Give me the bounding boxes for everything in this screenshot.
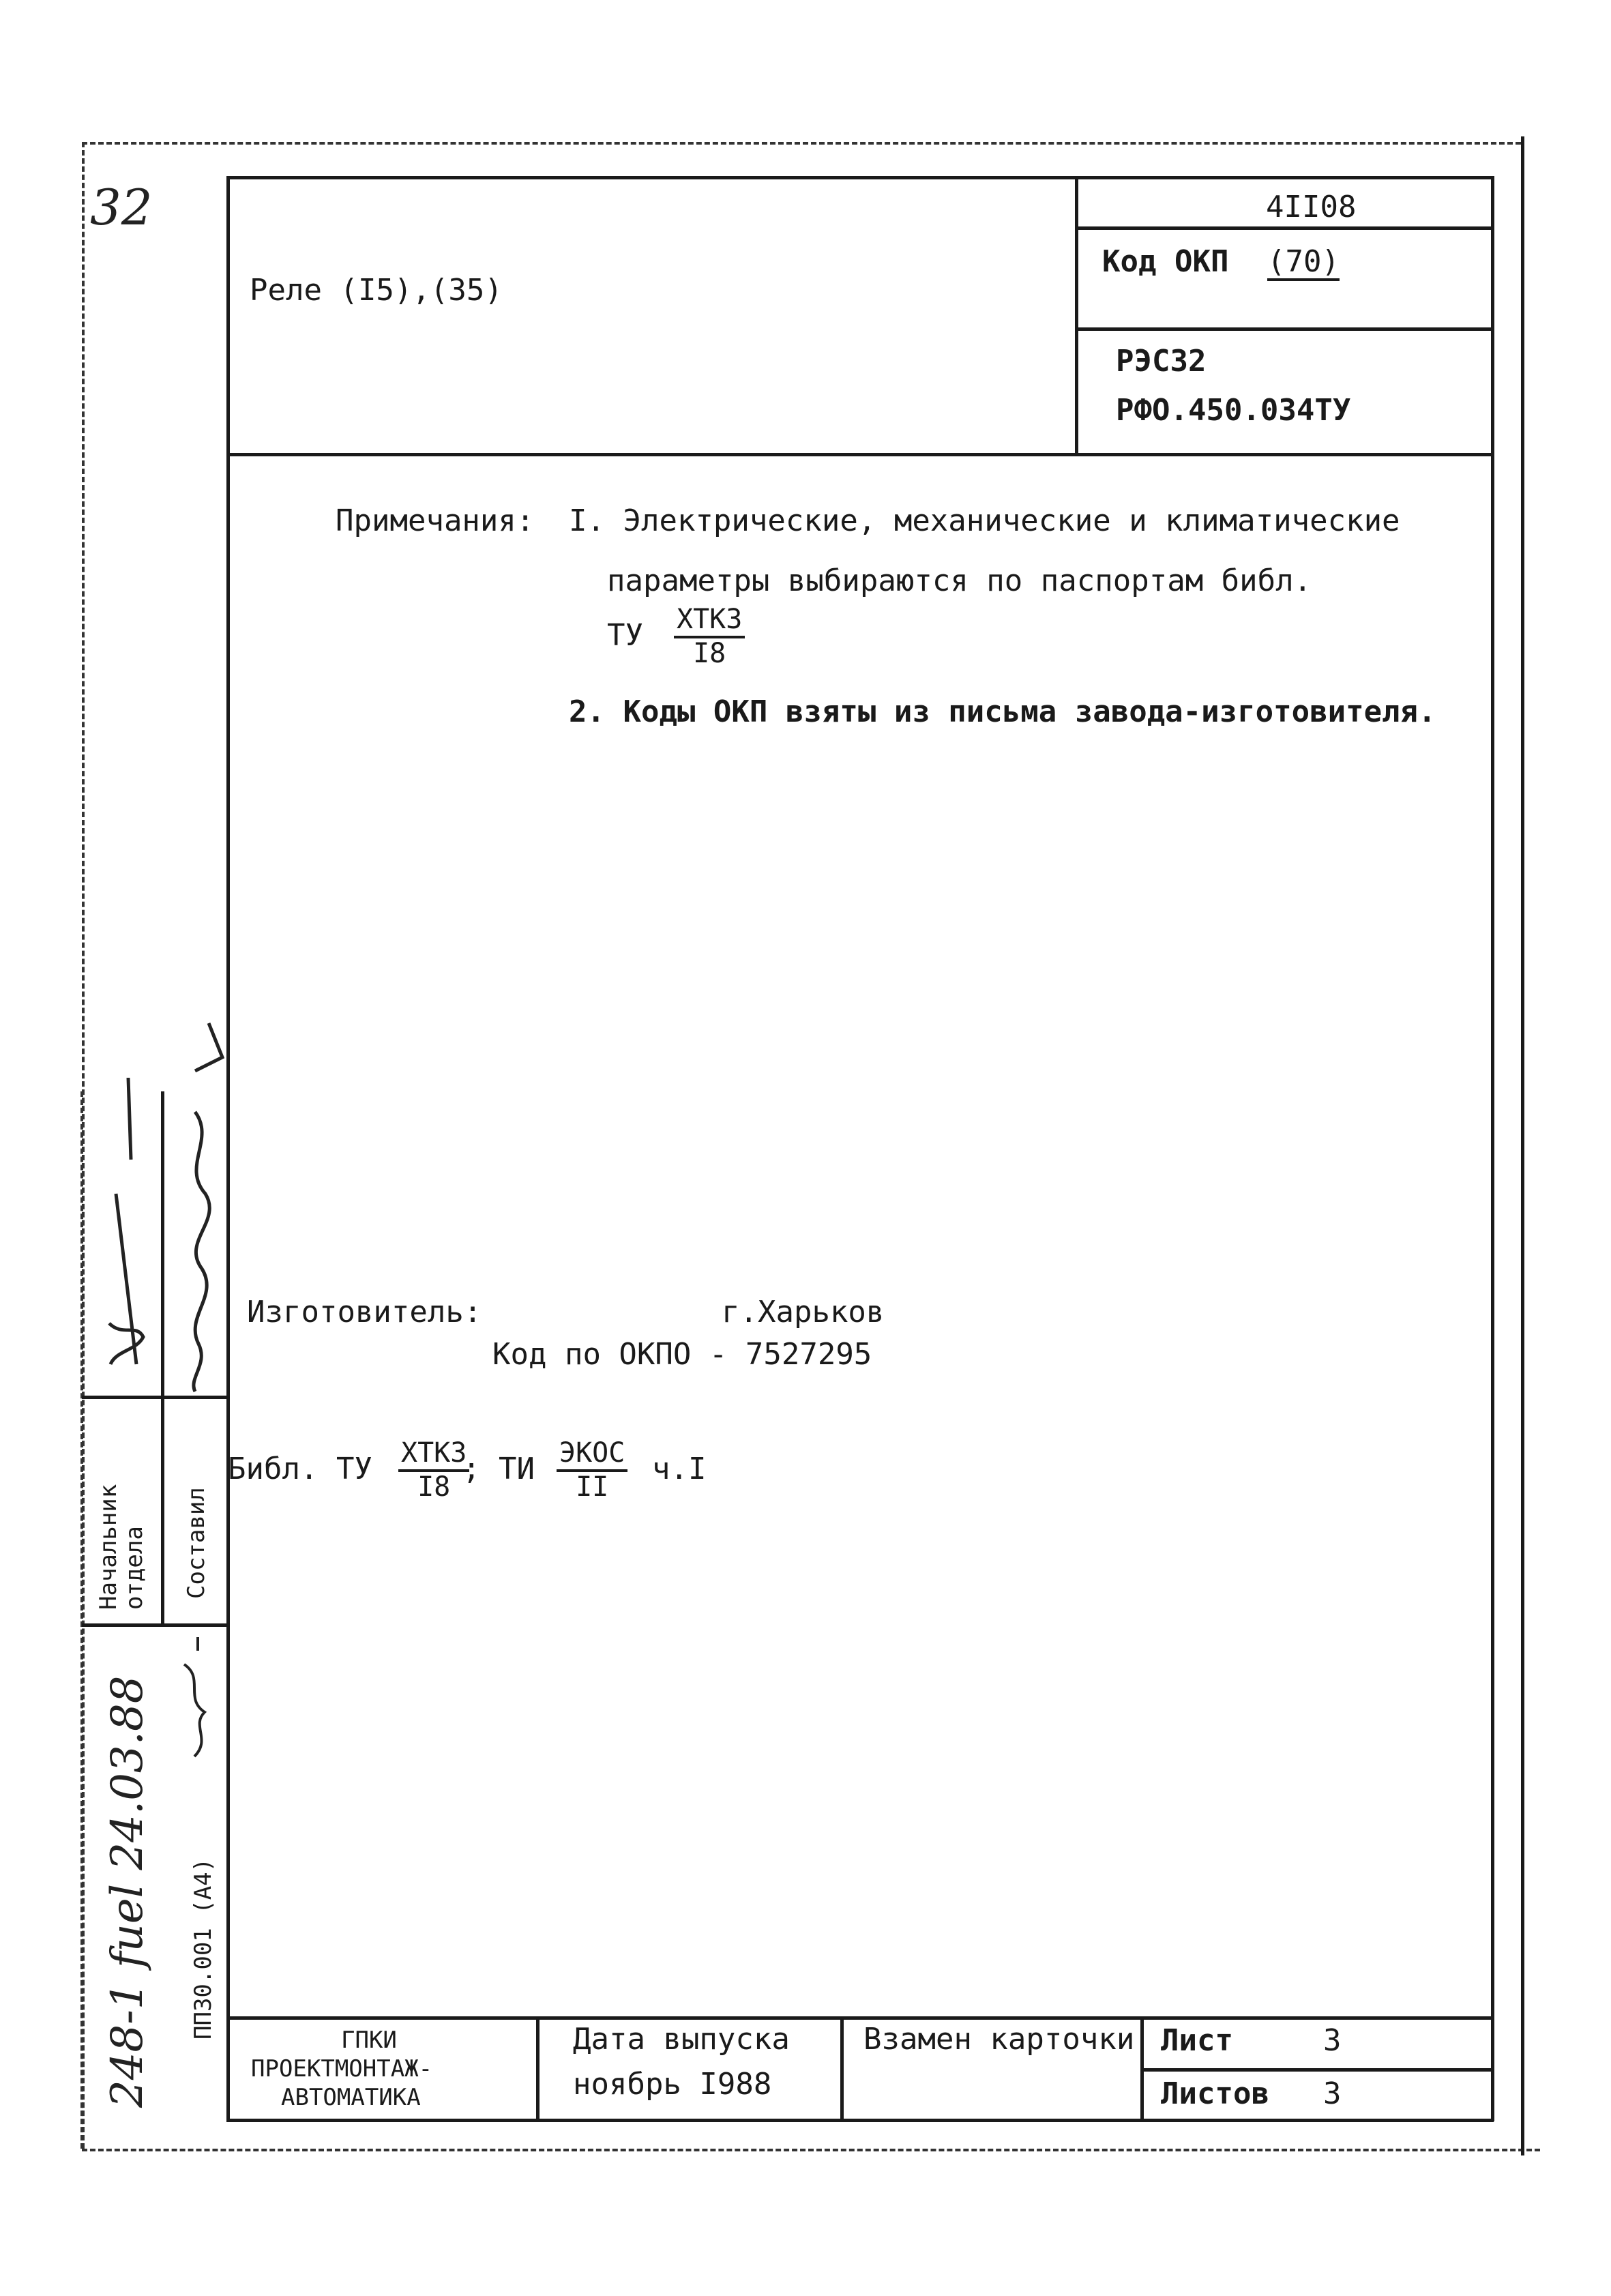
note-1-line-1: I. Электрические, механические и климатические [569, 503, 1400, 538]
footer-org-line-1: ГПКИ [341, 2027, 397, 2054]
note-1-ty: ТУ [607, 618, 643, 653]
header-right-column-divider [1075, 176, 1078, 456]
footer-top-line [226, 2016, 1494, 2020]
card-number: 4II08 [1266, 190, 1357, 224]
notes-label: Примечания: [336, 503, 535, 538]
library-separator: ; ТИ [462, 1452, 535, 1486]
footer-sheet-label: Лист [1161, 2023, 1233, 2058]
manufacturer-okpo: Код по ОКПО - 7527295 [492, 1337, 872, 1372]
footer-divider-2 [840, 2016, 844, 2120]
footer-replace-label: Взамен карточки [863, 2022, 1135, 2057]
library-fraction-1-denominator: I8 [417, 1471, 451, 1503]
manufacturer-label: Изготовитель: [247, 1295, 482, 1329]
main-frame-right [1491, 176, 1494, 2121]
footer-divider-1 [536, 2016, 540, 2120]
outer-border-top [82, 142, 1521, 145]
spec-number: РФО.450.034ТУ [1116, 393, 1351, 428]
library-fraction-2-numerator: ЭКОС [557, 1439, 627, 1472]
outer-border-bottom [82, 2149, 1540, 2151]
note-1-fraction [674, 606, 745, 667]
note-1-fraction-numerator: ХТКЗ [674, 606, 745, 638]
okp-value: (70) [1267, 244, 1340, 279]
main-frame-bottom [226, 2119, 1494, 2122]
main-frame-top [226, 176, 1494, 179]
library-prefix: Библ. ТУ [228, 1452, 372, 1486]
side-stamp-column-left [80, 1091, 83, 2149]
side-stamp-column-mid [161, 1091, 164, 1623]
footer-org-line-2: ПРОЕКТМОНТАЖ- [251, 2055, 433, 2082]
signature-stamp-lower [171, 1637, 225, 1760]
side-stamp-composer-label: Составил [183, 1487, 210, 1599]
note-1-fraction-denominator: I8 [693, 638, 726, 669]
footer-date-label: Дата выпуска [573, 2022, 790, 2057]
header-row2-divider [1075, 327, 1492, 331]
footer-sheet-divider [1140, 2068, 1492, 2072]
library-suffix: ч.I [652, 1452, 707, 1486]
page-number: 32 [90, 179, 153, 236]
side-stamp-handwritten-reg: 248-1 fuel 24.03.88 [102, 1675, 153, 2108]
side-stamp-row-bottom [82, 1623, 228, 1627]
outer-border-right [1521, 136, 1524, 2155]
signature-composer [168, 1016, 229, 1398]
footer-sheets-value: 3 [1323, 2076, 1342, 2111]
note-1-line-2: параметры выбираются по паспортам библ. [607, 563, 1312, 598]
side-stamp-head-label: Начальник отдела [95, 1484, 148, 1610]
library-fraction-2-denominator: II [576, 1471, 609, 1503]
header-row1-divider [1075, 226, 1492, 230]
note-2: 2. Коды ОКП взяты из письма завода-изготовителя. [569, 694, 1436, 729]
footer-sheet-value: 3 [1323, 2023, 1342, 2058]
library-fraction-1-numerator: ХТКЗ [398, 1439, 469, 1472]
manufacturer-city: г.Харьков [722, 1295, 885, 1329]
side-stamp-form-code: ПП30.001 (А4) [190, 1857, 217, 2040]
header-title: Реле (I5),(35) [250, 273, 503, 308]
library-fraction-2 [557, 1439, 627, 1501]
footer-org-line-3: АВТОМАТИКА [281, 2084, 421, 2111]
okp-label: Код ОКП [1102, 244, 1229, 279]
header-divider [226, 453, 1494, 456]
product-name: РЭС32 [1116, 344, 1207, 379]
footer-sheets-label: Листов [1161, 2076, 1269, 2111]
library-fraction-1 [398, 1439, 469, 1501]
footer-date-value: ноябрь I988 [573, 2067, 772, 2102]
signature-head [95, 1078, 157, 1378]
